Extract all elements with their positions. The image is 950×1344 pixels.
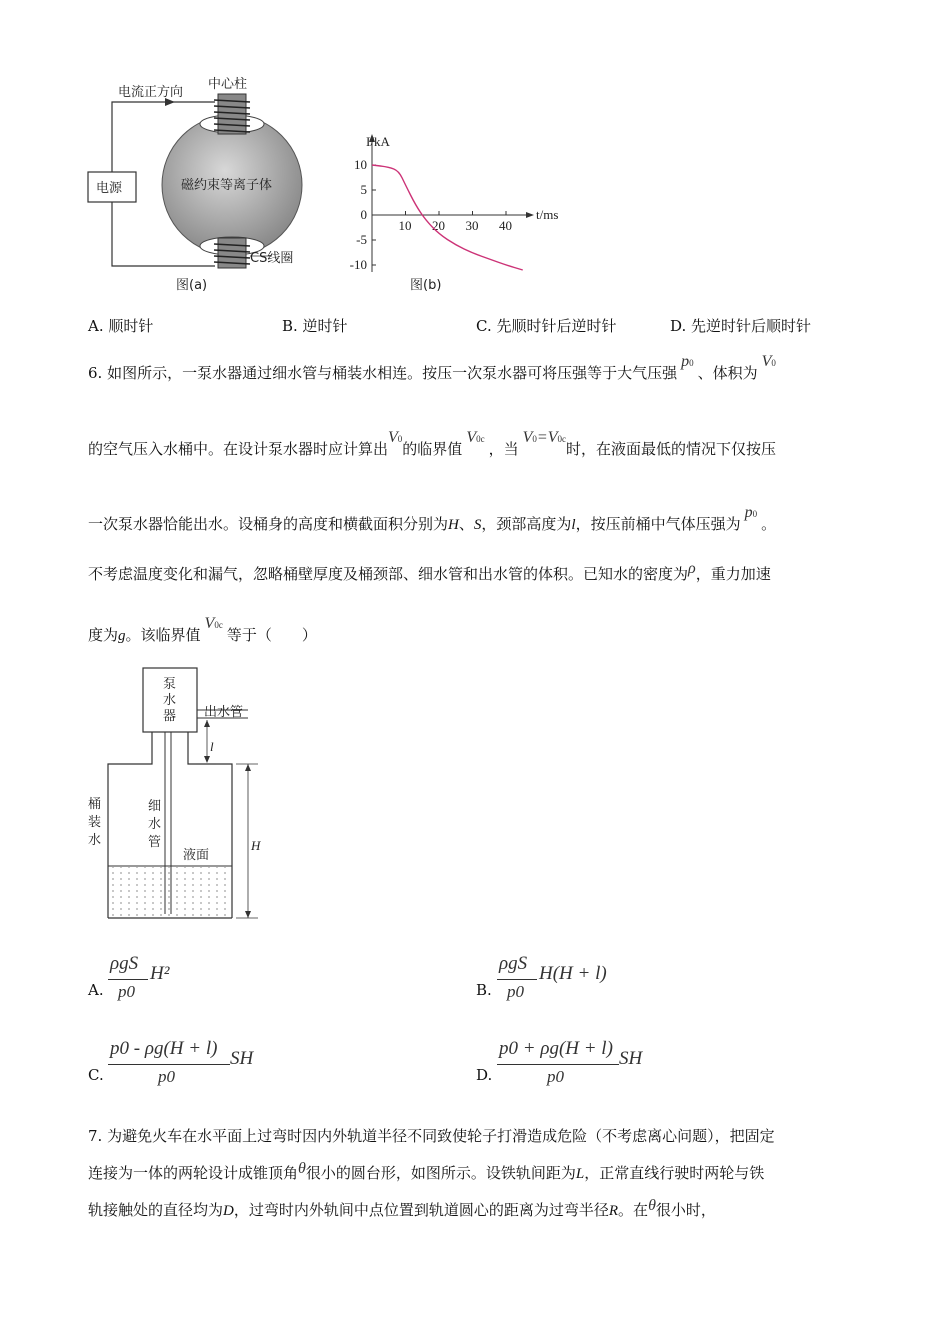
q6-option-b-formula[interactable]: ρgS p0 H(H + l) [499, 953, 607, 1001]
label-pump-3: 器 [163, 709, 177, 724]
figure-b-caption: 图(b) [410, 278, 442, 293]
label-bucket-1: 桶 [88, 797, 102, 812]
q6-option-d-formula[interactable]: p0 + ρg(H + l) p0 SH [499, 1038, 643, 1086]
q7-line-2: 连接为一体的两轮设计成锥顶角θ很小的圆台形，如图所示。设铁轨间距为L，正常直线行驶时两轮与铁 [88, 1160, 765, 1182]
label-pump-2: 水 [163, 693, 177, 708]
figure-a-caption: 图(a) [176, 278, 208, 293]
label-tube-2: 水 [148, 817, 162, 832]
label-bucket-2: 装 [88, 815, 102, 830]
q6-option-a-formula[interactable]: ρgS p0 H² [110, 953, 170, 1001]
q7-line-1: 7. 为避免火车在水平面上过弯时因内外轨道半径不同致使轮子打滑造成危险（不考虑离心问题），把固定 [88, 1127, 775, 1145]
y-tick-label: 5 [360, 182, 367, 197]
x-axis-label: t/ms [536, 207, 559, 222]
y-tick-label: -5 [356, 232, 367, 247]
label-power-source: 电源 [96, 181, 123, 196]
label-cs-coil: CS线圈 [250, 251, 294, 266]
y-tick-label: 0 [360, 207, 367, 222]
y-tick-label: 10 [354, 157, 367, 172]
q5-option-b[interactable]: B. 逆时针 [282, 317, 348, 335]
y-axis-label: I/kA [366, 134, 390, 149]
q6-option-b-label[interactable]: B. [476, 981, 492, 999]
label-pump-1: 泵 [163, 677, 177, 692]
water-region [109, 867, 231, 917]
q6-line-1: 6. 如图所示，一泵水器通过细水管与桶装水相连。按压一次泵水器可将压强等于大气压强 p0 、体积为 V0 [88, 353, 776, 382]
label-current-direction: 电流正方向 [118, 85, 184, 100]
q7-line-3: 轨接触处的直径均为D，过弯时内外轨间中点位置到轨道圆心的距离为过弯半径R。在θ很小时， [88, 1197, 716, 1219]
x-tick-label: 20 [432, 218, 445, 233]
symbol-p0: p0 [677, 353, 694, 370]
pump-figure-svg [0, 660, 950, 960]
label-outlet: 出水管 [204, 705, 244, 720]
q5-option-a[interactable]: A. 顺时针 [88, 317, 154, 335]
symbol-V0: V0 [757, 353, 776, 370]
y-tick-label: -10 [349, 257, 367, 272]
q6-line-2: 的空气压入水桶中。在设计泵水器时应计算出V0的临界值 V0c ，当 V0=V0c时，在液面最低的情况下仅按压 [88, 429, 776, 458]
label-tube-1: 细 [148, 799, 162, 814]
condition-equation: V0=V0c [518, 429, 566, 446]
x-tick-label: 40 [499, 218, 512, 233]
q6-line-4: 不考虑温度变化和漏气，忽略桶壁厚度及桶颈部、细水管和出水管的体积。已知水的密度为ρ，重力加速 [88, 560, 771, 583]
label-surface: 液面 [183, 848, 210, 863]
x-tick-label: 10 [398, 218, 412, 233]
figure-b-chart [0, 0, 950, 300]
q5-option-c[interactable]: C. 先顺时针后逆时针 [476, 317, 617, 335]
q5-option-d[interactable]: D. 先逆时针后顺时针 [670, 317, 812, 335]
q6-option-d-label[interactable]: D. [476, 1066, 493, 1084]
q6-option-c-formula[interactable]: p0 - ρg(H + l) p0 SH [110, 1038, 254, 1086]
label-bucket-3: 水 [88, 833, 102, 848]
symbol-theta: θ [298, 1160, 306, 1177]
label-plasma: 磁约束等离子体 [181, 178, 273, 193]
label-H: H [251, 838, 261, 853]
q6-line-5: 度为g。该临界值 V0c 等于（ ） [88, 615, 317, 644]
q6-option-a-label[interactable]: A. [88, 981, 104, 999]
symbol-rho: ρ [688, 560, 696, 577]
x-tick-label: 30 [465, 218, 479, 233]
q6-line-3: 一次泵水器恰能出水。设桶身的高度和横截面积分别为H、S，颈部高度为l，按压前桶中气体压强为 p0 。 [88, 504, 777, 533]
label-center-column: 中心柱 [208, 77, 248, 92]
label-l: l [210, 739, 214, 754]
label-tube-3: 管 [148, 835, 162, 850]
q6-option-c-label[interactable]: C. [88, 1066, 104, 1084]
